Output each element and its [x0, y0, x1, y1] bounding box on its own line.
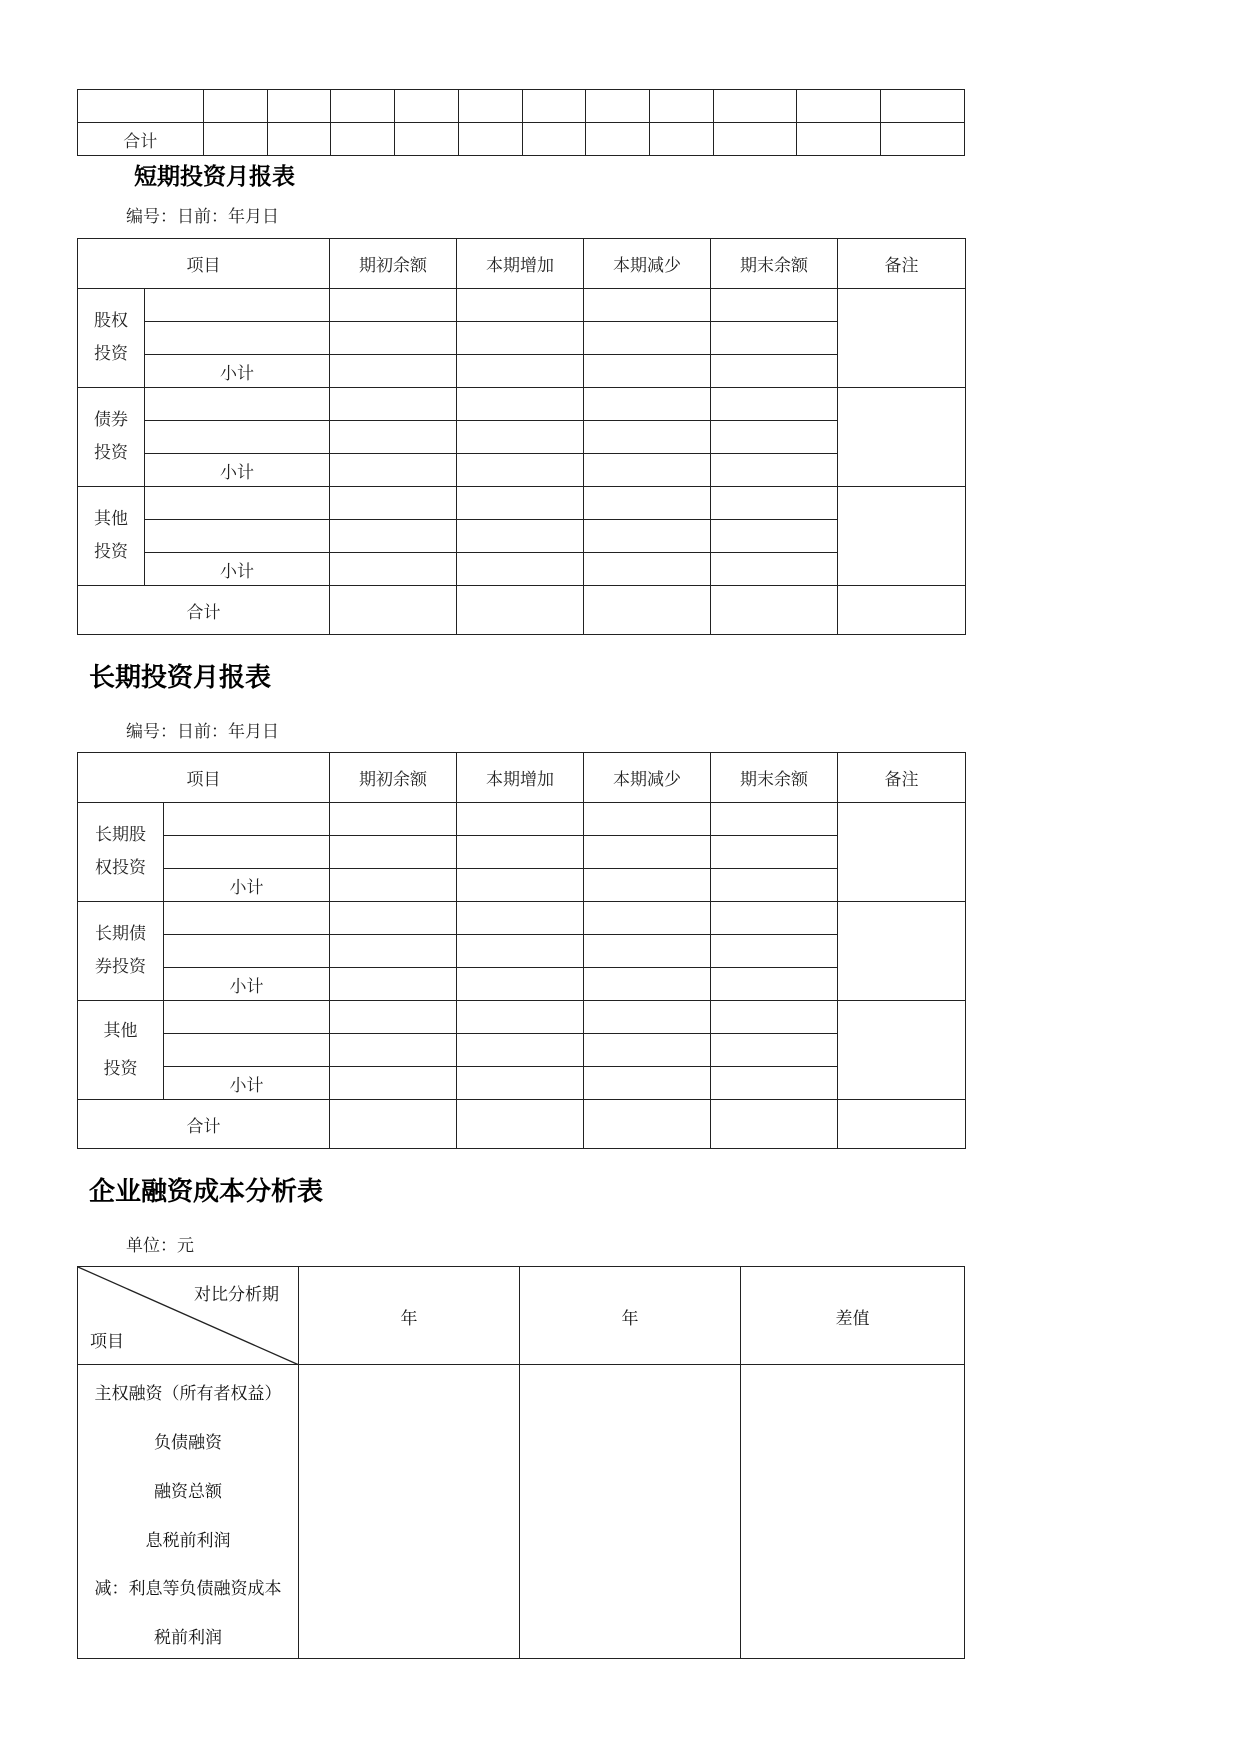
header-remarks: 备注	[838, 239, 966, 289]
cell	[164, 803, 330, 836]
cell	[584, 902, 711, 935]
cell	[711, 355, 838, 388]
cell	[457, 421, 584, 454]
cell	[330, 1100, 457, 1149]
cell	[457, 586, 584, 635]
group-label-bonds	[78, 388, 145, 487]
cell	[330, 1001, 457, 1034]
row-label-equity-financing: 主权融资（所有者权益）	[94, 1384, 282, 1404]
cell	[711, 1067, 838, 1100]
cell	[457, 322, 584, 355]
long-term-title: 长期投资月报表	[89, 663, 272, 693]
cell	[331, 123, 395, 156]
group-label-line: 长期债	[95, 924, 146, 944]
group-label-line: 投资	[94, 542, 128, 562]
cell	[164, 1034, 330, 1067]
cell	[330, 586, 457, 635]
row-label-total-financing: 融资总额	[154, 1482, 222, 1502]
cell	[457, 803, 584, 836]
cell	[838, 586, 966, 635]
top-total-label: 合计	[78, 123, 204, 156]
header-closing: 期末余额	[711, 753, 838, 803]
cell	[164, 836, 330, 869]
cell	[584, 869, 711, 902]
cell	[584, 553, 711, 586]
cell	[584, 289, 711, 322]
cell	[584, 803, 711, 836]
cell	[711, 1001, 838, 1034]
cell	[203, 90, 267, 123]
group-label-lt-other	[78, 1001, 164, 1100]
cell	[457, 869, 584, 902]
cell	[838, 1100, 966, 1149]
cell	[797, 90, 880, 123]
cell	[145, 520, 330, 553]
header-decrease: 本期减少	[584, 239, 711, 289]
cell	[457, 1034, 584, 1067]
diag-bottom-label: 项目	[90, 1332, 124, 1352]
header-decrease: 本期减少	[584, 753, 711, 803]
cell	[330, 1067, 457, 1100]
cell	[330, 289, 457, 322]
cell	[649, 123, 713, 156]
short-term-table	[77, 238, 966, 635]
cell	[457, 520, 584, 553]
cell	[330, 968, 457, 1001]
cell	[395, 123, 458, 156]
group-label-line: 券投资	[95, 957, 146, 977]
cell	[880, 123, 964, 156]
header-closing: 期末余额	[711, 239, 838, 289]
subtotal-label: 小计	[145, 355, 330, 388]
subtotal-label: 小计	[145, 454, 330, 487]
cell	[711, 322, 838, 355]
row-label-less-interest: 减：利息等负债融资成本	[94, 1579, 282, 1599]
cell	[330, 421, 457, 454]
cell	[458, 90, 522, 123]
remarks-cell	[838, 1001, 966, 1100]
financing-title: 企业融资成本分析表	[89, 1177, 324, 1207]
row-label-ebit: 息税前利润	[145, 1531, 231, 1551]
cell	[711, 553, 838, 586]
group-label-line: 债券	[94, 410, 128, 430]
group-label-other	[78, 487, 145, 586]
subtotal-label: 小计	[164, 968, 330, 1001]
cell	[584, 421, 711, 454]
total-label: 合计	[78, 1100, 330, 1149]
header-increase: 本期增加	[457, 753, 584, 803]
header-opening: 期初余额	[330, 753, 457, 803]
row-label-debt-financing: 负债融资	[154, 1433, 222, 1453]
cell	[395, 90, 458, 123]
cell	[457, 968, 584, 1001]
cell	[145, 421, 330, 454]
cell	[330, 902, 457, 935]
cell	[164, 902, 330, 935]
cell	[145, 388, 330, 421]
cell	[584, 322, 711, 355]
long-term-subtitle: 编号：日前：年月日	[126, 722, 279, 742]
cell	[457, 487, 584, 520]
total-label: 合计	[78, 586, 330, 635]
cell	[145, 487, 330, 520]
cell	[711, 869, 838, 902]
group-label-line: 投资	[103, 1059, 138, 1079]
header-item: 项目	[78, 239, 330, 289]
subtotal-label: 小计	[164, 869, 330, 902]
cell	[711, 520, 838, 553]
cell	[584, 1001, 711, 1034]
cell	[711, 586, 838, 635]
cell	[457, 553, 584, 586]
cell	[880, 90, 964, 123]
col-header-difference: 差值	[835, 1309, 870, 1329]
short-term-title: 短期投资月报表	[134, 164, 295, 190]
cell	[711, 454, 838, 487]
header-opening: 期初余额	[330, 239, 457, 289]
group-label-lt-equity	[78, 803, 164, 902]
col-header-year-2: 年	[621, 1309, 639, 1329]
cell	[457, 454, 584, 487]
cell	[584, 1067, 711, 1100]
group-label-equity	[78, 289, 145, 388]
cell	[713, 123, 796, 156]
group-label-line: 权投资	[95, 858, 146, 878]
col-header-year-1: 年	[400, 1309, 418, 1329]
row-label-pretax-profit: 税前利润	[154, 1628, 222, 1648]
cell	[457, 935, 584, 968]
cell	[330, 454, 457, 487]
cell	[522, 90, 585, 123]
cell	[711, 836, 838, 869]
header-item: 项目	[78, 753, 330, 803]
cell	[711, 902, 838, 935]
group-label-line: 投资	[94, 443, 128, 463]
cell	[330, 869, 457, 902]
remarks-cell	[838, 388, 966, 487]
financing-unit: 单位：元	[126, 1236, 194, 1256]
cell	[711, 421, 838, 454]
cell	[457, 388, 584, 421]
subtotal-label: 小计	[145, 553, 330, 586]
cell	[330, 553, 457, 586]
cell	[267, 123, 330, 156]
cell	[330, 836, 457, 869]
cell	[203, 123, 267, 156]
financing-table	[77, 1266, 965, 1659]
cell	[711, 1034, 838, 1067]
group-label-line: 其他	[103, 1021, 138, 1041]
cell	[145, 322, 330, 355]
cell	[458, 123, 522, 156]
cell	[457, 1100, 584, 1149]
group-label-line: 股权	[94, 311, 128, 331]
cell	[711, 388, 838, 421]
cell	[711, 1100, 838, 1149]
cell	[584, 836, 711, 869]
cell	[457, 836, 584, 869]
cell	[330, 388, 457, 421]
cell	[713, 90, 796, 123]
cell	[586, 123, 649, 156]
cell	[330, 487, 457, 520]
cell	[584, 355, 711, 388]
cell	[797, 123, 880, 156]
remarks-cell	[838, 289, 966, 388]
cell	[457, 355, 584, 388]
cell	[584, 935, 711, 968]
cell	[145, 289, 330, 322]
cell	[330, 322, 457, 355]
cell	[330, 520, 457, 553]
group-label-line: 其他	[94, 509, 128, 529]
cell	[584, 586, 711, 635]
cell	[584, 388, 711, 421]
group-label-line: 长期股	[95, 825, 146, 845]
cell	[584, 454, 711, 487]
top-table	[77, 89, 965, 156]
cell	[78, 90, 204, 123]
cell	[584, 1100, 711, 1149]
remarks-cell	[838, 902, 966, 1001]
subtotal-label: 小计	[164, 1067, 330, 1100]
cell	[457, 1001, 584, 1034]
remarks-cell	[838, 803, 966, 902]
cell	[267, 90, 330, 123]
remarks-cell	[838, 487, 966, 586]
cell	[522, 123, 585, 156]
cell	[649, 90, 713, 123]
header-increase: 本期增加	[457, 239, 584, 289]
group-label-lt-bonds	[78, 902, 164, 1001]
group-label-line: 投资	[94, 344, 128, 364]
short-term-subtitle: 编号：日前：年月日	[126, 207, 279, 227]
cell	[711, 487, 838, 520]
cell	[457, 902, 584, 935]
cell	[457, 289, 584, 322]
cell	[164, 1001, 330, 1034]
cell	[584, 520, 711, 553]
cell	[164, 935, 330, 968]
diag-top-label: 对比分析期	[194, 1285, 279, 1305]
cell	[584, 1034, 711, 1067]
cell	[457, 1067, 584, 1100]
cell	[584, 968, 711, 1001]
cell	[330, 935, 457, 968]
cell	[711, 935, 838, 968]
cell	[711, 289, 838, 322]
long-term-table	[77, 752, 966, 1149]
cell	[330, 1034, 457, 1067]
cell	[711, 968, 838, 1001]
cell	[586, 90, 649, 123]
cell	[330, 355, 457, 388]
cell	[584, 487, 711, 520]
header-remarks: 备注	[838, 753, 966, 803]
cell	[331, 90, 395, 123]
cell	[330, 803, 457, 836]
cell	[711, 803, 838, 836]
